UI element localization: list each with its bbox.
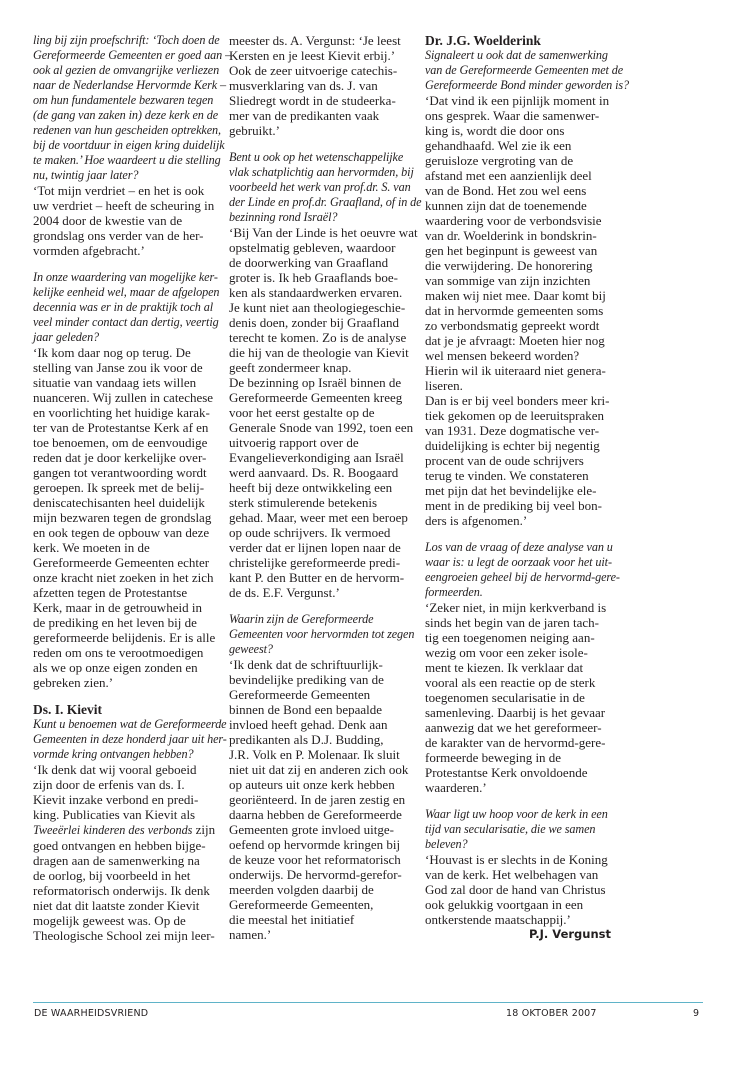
text-line: zijn door de erfenis van ds. I. bbox=[33, 777, 185, 792]
text-line: Kerk, maar in de getrouwheid in bbox=[33, 600, 202, 615]
article-column-2 bbox=[229, 33, 422, 942]
answer-paragraph bbox=[229, 657, 419, 942]
text-line: onderwijs. De hervormd-gerefor- bbox=[229, 867, 402, 882]
text-line: van sommige van zijn inzichten bbox=[425, 273, 591, 288]
text-line: Gemeenten in deze honderd jaar uit her- bbox=[33, 732, 227, 746]
text-line: daarna hebben de Gereformeerde bbox=[229, 807, 402, 822]
text-line: wel mensen bekeerd worden? bbox=[425, 348, 580, 363]
text-line: ling bij zijn proefschrift: ‘Toch doen de bbox=[33, 33, 220, 47]
text-line: Gereformeerde Gemeenten bbox=[229, 687, 371, 702]
text-line: tig een toegenomen neiging aan- bbox=[425, 630, 595, 645]
text-line: gangen tot verantwoording wordt bbox=[33, 465, 207, 480]
text-line: en voorlichting het huidige karak- bbox=[33, 405, 210, 420]
text-line: ‘Ik kom daar nog op terug. De bbox=[33, 345, 191, 360]
text-line: Dan is er bij veel bonders meer kri- bbox=[425, 393, 610, 408]
text-line: van 1931. Deze dogmatische ver- bbox=[425, 423, 600, 438]
text-line: de ds. E.F. Vergunst.’ bbox=[229, 585, 340, 600]
text-line: wezig om voor een zeker isole- bbox=[425, 645, 588, 660]
text-line: decennia was er in de praktijk toch al bbox=[33, 300, 213, 314]
text-line: ‘Dat vind ik een pijnlijk moment in bbox=[425, 93, 610, 108]
text-line: Ds. I. Kievit bbox=[33, 702, 102, 717]
text-line: dat in hervormde gemeenten soms bbox=[425, 303, 604, 318]
text-line: die verwijdering. De honorering bbox=[425, 258, 593, 273]
book-title: Tweeërlei kinderen des verbonds bbox=[33, 823, 193, 837]
text-line: Gemeenten grote invloed uitge- bbox=[229, 822, 394, 837]
text-line: J.R. Volk en P. Molenaar. Ik sluit bbox=[229, 747, 400, 762]
text-line: gebreken zien.’ bbox=[33, 675, 114, 690]
text-line: Gereformeerde Bond minder geworden is? bbox=[425, 78, 630, 92]
footer-date: 18 OKTOBER 2007 bbox=[506, 1008, 597, 1019]
text-line: te maken.’ Hoe waardeert u die stelling bbox=[33, 153, 221, 167]
text-line: Ook de zeer uitvoerige catechis- bbox=[229, 63, 398, 78]
text-line: redenen van hun gescheiden optrekken, bbox=[33, 123, 221, 137]
text-line: Kunt u benoemen wat de Gereformeerde bbox=[33, 717, 227, 731]
text-line: geruisloze vergroting van de bbox=[425, 153, 574, 168]
interview-question bbox=[425, 807, 615, 852]
text-line: mogelijk geweest was. Op de bbox=[33, 913, 186, 928]
text-line: bezinning rond Israël? bbox=[229, 210, 338, 224]
text-line: beleven? bbox=[425, 837, 468, 851]
text-line: die meestal het initiatief bbox=[229, 912, 355, 927]
article-column-3 bbox=[425, 33, 630, 942]
text-line: van de Bond. Het zou wel eens bbox=[425, 183, 587, 198]
text-line: de doorwerking van Graafland bbox=[229, 255, 389, 270]
text-line: Je kunt niet aan theologiegeschie- bbox=[229, 300, 406, 315]
text-line: afstand met een aanzienlijk deel bbox=[425, 168, 592, 183]
text-line: Gereformeerde Gemeenten, bbox=[229, 897, 374, 912]
answer-paragraph bbox=[229, 33, 419, 138]
text-line: reden om ons te verootmoedigen bbox=[33, 645, 204, 660]
text-line: stelling van Janse zou ik voor de bbox=[33, 360, 203, 375]
text-line: Kievit inzake verbond en predi- bbox=[33, 792, 199, 807]
text-line: Gemeenten voor hervormden tot zegen bbox=[229, 627, 415, 641]
text-line: Signaleert u ook dat de samenwerking bbox=[425, 48, 608, 62]
text-line: opstelmatig gebleven, waardoor bbox=[229, 240, 396, 255]
footer-publication: DE WAARHEIDSVRIEND bbox=[34, 1008, 149, 1019]
text-line: ook al gezien de omvangrijke verliezen bbox=[33, 63, 220, 77]
text-line: ‘Ik denk dat de schriftuurlijk- bbox=[229, 657, 383, 672]
text-line: Theologische School zei mijn leer- bbox=[33, 928, 215, 943]
text-line: om hun fundamentele bezwaren tegen bbox=[33, 93, 214, 107]
text-line: nu, twintig jaar later? bbox=[33, 168, 139, 182]
text-line: namen.’ bbox=[229, 927, 272, 942]
interviewee-heading bbox=[33, 702, 223, 717]
interview-question bbox=[425, 540, 620, 600]
text-line: geroepen. Ik spreek met de belij- bbox=[33, 480, 205, 495]
text-line: vooral als een reactie op de sterk bbox=[425, 675, 596, 690]
text-line: op auteurs uit onze kerk hebben bbox=[229, 777, 395, 792]
text-line: van dr. Woelderink in bondskrin- bbox=[425, 228, 597, 243]
answer-paragraph bbox=[33, 822, 223, 838]
text-line: ‘Bij Van der Linde is het oeuvre wat bbox=[229, 225, 418, 240]
text-line: afzetten tegen de Protestantse bbox=[33, 585, 188, 600]
text-line: 2004 door de kwestie van de bbox=[33, 213, 183, 228]
text-line: Waarin zijn de Gereformeerde bbox=[229, 612, 374, 626]
interview-question bbox=[425, 48, 630, 93]
text-line: mer van de predikanten vaak bbox=[229, 108, 380, 123]
text-line: der Linde en prof.dr. Graafland, of in de bbox=[229, 195, 422, 209]
text-line: niet dat dit laatste zonder Kievit bbox=[33, 898, 200, 913]
text-line: toe benoemen, om de eenvoudige bbox=[33, 435, 208, 450]
text-line: vlak schatplichtig aan hervormden, bij bbox=[229, 165, 414, 179]
text-line: formeerden. bbox=[425, 585, 483, 599]
text-line: naar de Nederlandse Hervormde Kerk – bbox=[33, 78, 227, 92]
text-line: God zal door de hand van Christus bbox=[425, 882, 606, 897]
text-line: Gereformeerde Gemeenten echter bbox=[33, 555, 210, 570]
text-line: meerden volgden daarbij de bbox=[229, 882, 374, 897]
text-line: de prediking en het leven bij de bbox=[33, 615, 197, 630]
text-line: die hij van de theologie van Kievit bbox=[229, 345, 409, 360]
text-line: liseren. bbox=[425, 378, 463, 393]
text-line: bij de voortduur in eigen kring duidelijk bbox=[33, 138, 225, 152]
text-line: Hierin wil ik uiteraard niet genera- bbox=[425, 363, 606, 378]
text-line: Evangelieverkondiging aan Israël bbox=[229, 450, 404, 465]
text-line: Gereformeerde Gemeenten kreeg bbox=[229, 390, 403, 405]
text-line: heeft bij deze ontwikkeling een bbox=[229, 480, 393, 495]
interview-question bbox=[229, 150, 422, 225]
interview-question bbox=[33, 270, 223, 345]
text-line: van de kerk. Het welbehagen van bbox=[425, 867, 599, 882]
text-line: verder dat er lijnen lopen naar de bbox=[229, 540, 401, 555]
text-line: vormde kring ontvangen hebben? bbox=[33, 747, 194, 761]
answer-paragraph bbox=[33, 838, 223, 943]
text-line: grondslag ons verder van de her- bbox=[33, 228, 204, 243]
text-line: eengroeien geheel bij de hervormd-gere- bbox=[425, 570, 620, 584]
text-line: gereformeerde belijdenis. Er is alle bbox=[33, 630, 216, 645]
text-line: voor het eerst gestalte op de bbox=[229, 405, 375, 420]
text-line: werd aanvaard. Ds. R. Boogaard bbox=[229, 465, 399, 480]
text-line: formeerde beweging in de bbox=[425, 750, 562, 765]
text-line: de karakter van de hervormd-gere- bbox=[425, 735, 606, 750]
text-line: ‘Houvast is er slechts in de Koning bbox=[425, 852, 608, 867]
text-line: dat je je afvraagt: Moeten hier nog bbox=[425, 333, 605, 348]
interview-question bbox=[33, 33, 232, 183]
text-line: aanwezig dat we het gereformeer- bbox=[425, 720, 602, 735]
paragraph-spacer bbox=[425, 795, 615, 807]
text-line: invloed heeft gehad. Denk aan bbox=[229, 717, 388, 732]
text-line: terug te vinden. We constateren bbox=[425, 468, 589, 483]
text-line: vormden afgebracht.’ bbox=[33, 243, 145, 258]
text-line: groter is. Ik heb Graaflands boe- bbox=[229, 270, 398, 285]
text-line: gen het beginpunt is geweest van bbox=[425, 243, 598, 258]
text-line: king is, wordt die door ons bbox=[425, 123, 565, 138]
text-line: gehad. Maar, weer met een beroep bbox=[229, 510, 408, 525]
text-line: bevindelijke prediking van de bbox=[229, 672, 384, 687]
text-line: Bent u ook op het wetenschappelijke bbox=[229, 150, 404, 164]
paragraph-spacer bbox=[229, 600, 419, 612]
text-line: als we op onze eigen zonden en bbox=[33, 660, 198, 675]
text-line: oefend op hervormde kringen bij bbox=[229, 837, 401, 852]
answer-paragraph bbox=[229, 225, 419, 600]
text-line: terecht te komen. Zo is de analyse bbox=[229, 330, 407, 345]
text-line: gebruikt.’ bbox=[229, 123, 280, 138]
text-line: ‘Zeker niet, in mijn kerkverband is bbox=[425, 600, 607, 615]
text-line: musverklaring van ds. J. van bbox=[229, 78, 378, 93]
text-line: De bezinning op Israël binnen de bbox=[229, 375, 402, 390]
text-line: Dr. J.G. Woelderink bbox=[425, 33, 541, 48]
text-line: ‘Tot mijn verdriet – en het is ook bbox=[33, 183, 205, 198]
text-line: deniscatechisanten heel duidelijk bbox=[33, 495, 205, 510]
text-line: van de Gereformeerde Gemeenten met de bbox=[425, 63, 624, 77]
text-line: waarderen.’ bbox=[425, 780, 487, 795]
text-line: waar is: u legt de oorzaak voor het uit- bbox=[425, 555, 612, 569]
text-line: geeft zondermeer knap. bbox=[229, 360, 352, 375]
text-line: toegenomen secularisatie in de bbox=[425, 690, 585, 705]
text-line: ook gelukkig voortgaan in een bbox=[425, 897, 584, 912]
paragraph-spacer bbox=[425, 528, 615, 540]
text-line: Waar ligt uw hoop voor de kerk in een bbox=[425, 807, 608, 821]
text-line: ons gesprek. Waar die samenwer- bbox=[425, 108, 600, 123]
text-line: sinds het begin van de jaren tach- bbox=[425, 615, 599, 630]
text-line: kelijke eenheid wel, maar de afgelopen bbox=[33, 285, 220, 299]
text-line bbox=[33, 822, 223, 838]
text-line: P.J. Vergunst bbox=[528, 927, 611, 941]
text-line: ders is afgenomen.’ bbox=[425, 513, 528, 528]
interview-question bbox=[33, 717, 227, 762]
text-line: sterk stimulerende betekenis bbox=[229, 495, 378, 510]
footer-rule bbox=[33, 1002, 703, 1003]
text-line: waardering voor de verbondsvisie bbox=[425, 213, 602, 228]
text-line: gehandhaafd. Wel zie ik een bbox=[425, 138, 572, 153]
interview-question bbox=[229, 612, 419, 657]
text-line: onze kracht niet zoeken in het zich bbox=[33, 570, 214, 585]
text-line: Gereformeerde Gemeenten er goed aan – bbox=[33, 48, 232, 62]
text-line: tiek gekomen op de leeruitspraken bbox=[425, 408, 605, 423]
text-line: ken als standaardwerken ervaren. bbox=[229, 285, 403, 300]
answer-paragraph bbox=[425, 852, 615, 927]
interviewee-heading bbox=[425, 33, 615, 48]
text-line: ‘Ik denk dat wij vooral geboeid bbox=[33, 762, 197, 777]
text-line: goed ontvangen en hebben bijge- bbox=[33, 838, 206, 853]
text-line: zo verbondsmatig gepreekt wordt bbox=[425, 318, 600, 333]
paragraph-spacer bbox=[229, 138, 419, 150]
text-line: Sliedregt wordt in de studeerka- bbox=[229, 93, 396, 108]
text-line: Kersten en je leest Kievit erbij.’ bbox=[229, 48, 396, 63]
text-line: predikanten als D.J. Budding, bbox=[229, 732, 384, 747]
text-line: op oude schrijvers. Ik vermoed bbox=[229, 525, 391, 540]
paragraph-spacer bbox=[33, 690, 223, 702]
footer-page-number: 9 bbox=[693, 1008, 700, 1019]
text-line: ter van de Protestantse Kerk af en bbox=[33, 420, 209, 435]
text-line: kerk. We moeten in de bbox=[33, 540, 150, 555]
text-line: niet uit dat zij en anderen zich ook bbox=[229, 762, 409, 777]
text-line: de oorlog, bij voorbeeld in het bbox=[33, 868, 191, 883]
author-signature bbox=[425, 927, 615, 942]
text-line: samenleving. Daarbij is het gevaar bbox=[425, 705, 606, 720]
text-line: ment in de prediking bij veel bon- bbox=[425, 498, 602, 513]
text-line: (de gang van zaken in) deze kerk en de bbox=[33, 108, 219, 122]
text-line: king. Publicaties van Kievit als bbox=[33, 807, 196, 822]
answer-paragraph bbox=[33, 762, 223, 822]
text-line: procent van de oude schrijvers bbox=[425, 453, 584, 468]
text-line: christelijke gereformeerde predi- bbox=[229, 555, 401, 570]
answer-paragraph bbox=[33, 183, 223, 258]
text-line: kunnen zijn dat de toenemende bbox=[425, 198, 587, 213]
answer-paragraph bbox=[425, 600, 615, 795]
text-line: Los van de vraag of deze analyse van u bbox=[425, 540, 613, 554]
text-line: veel minder contact dan dertig, veertig bbox=[33, 315, 219, 329]
text-line: denis doen, zonder bij Graafland bbox=[229, 315, 400, 330]
text-line: In onze waardering van mogelijke ker- bbox=[33, 270, 218, 284]
text-line: Protestantse Kerk onvoldoende bbox=[425, 765, 588, 780]
answer-paragraph bbox=[33, 345, 223, 690]
text-line: ontkerstende maatschappij.’ bbox=[425, 912, 571, 927]
text-line: uitvoerig rapport over de bbox=[229, 435, 359, 450]
text-line: voorbeeld het werk van prof.dr. S. van bbox=[229, 180, 411, 194]
text-line: nuanceren. Wij zullen in catechese bbox=[33, 390, 214, 405]
text-segment: zijn bbox=[192, 822, 216, 837]
text-line: duidelijking is echter bij negentig bbox=[425, 438, 600, 453]
text-line: binnen de Bond een bepaalde bbox=[229, 702, 383, 717]
paragraph-spacer bbox=[33, 258, 223, 270]
text-line: dragen aan de samenwerking na bbox=[33, 853, 200, 868]
text-line: mijn bezwaren tegen de grondslag bbox=[33, 510, 212, 525]
answer-paragraph bbox=[425, 93, 615, 528]
text-line: georiënteerd. In de jaren zestig en bbox=[229, 792, 406, 807]
text-line: kant P. den Butter en de hervorm- bbox=[229, 570, 405, 585]
text-line: jaar geleden? bbox=[33, 330, 100, 344]
text-line: situatie van vandaag iets willen bbox=[33, 375, 197, 390]
text-line: meester ds. A. Vergunst: ‘Je leest bbox=[229, 33, 401, 48]
text-line: uw verdriet – heeft de scheuring in bbox=[33, 198, 215, 213]
text-line: tijd van secularisatie, die we samen bbox=[425, 822, 596, 836]
text-line: met pijn dat het bevindelijke ele- bbox=[425, 483, 597, 498]
text-line: de keuze voor het reformatorisch bbox=[229, 852, 401, 867]
text-line: en ook tegen de opbouw van deze bbox=[33, 525, 210, 540]
text-line: reformatorisch onderwijs. Ik denk bbox=[33, 883, 210, 898]
text-line: maken wij niet mee. Daar komt bij bbox=[425, 288, 606, 303]
text-line: reden dat je door kerkelijke over- bbox=[33, 450, 207, 465]
text-line: Generale Snode van 1992, toen een bbox=[229, 420, 414, 435]
text-line: geweest? bbox=[229, 642, 273, 656]
article-column-1 bbox=[33, 33, 232, 943]
text-line: ment te kiezen. Ik verklaar dat bbox=[425, 660, 584, 675]
